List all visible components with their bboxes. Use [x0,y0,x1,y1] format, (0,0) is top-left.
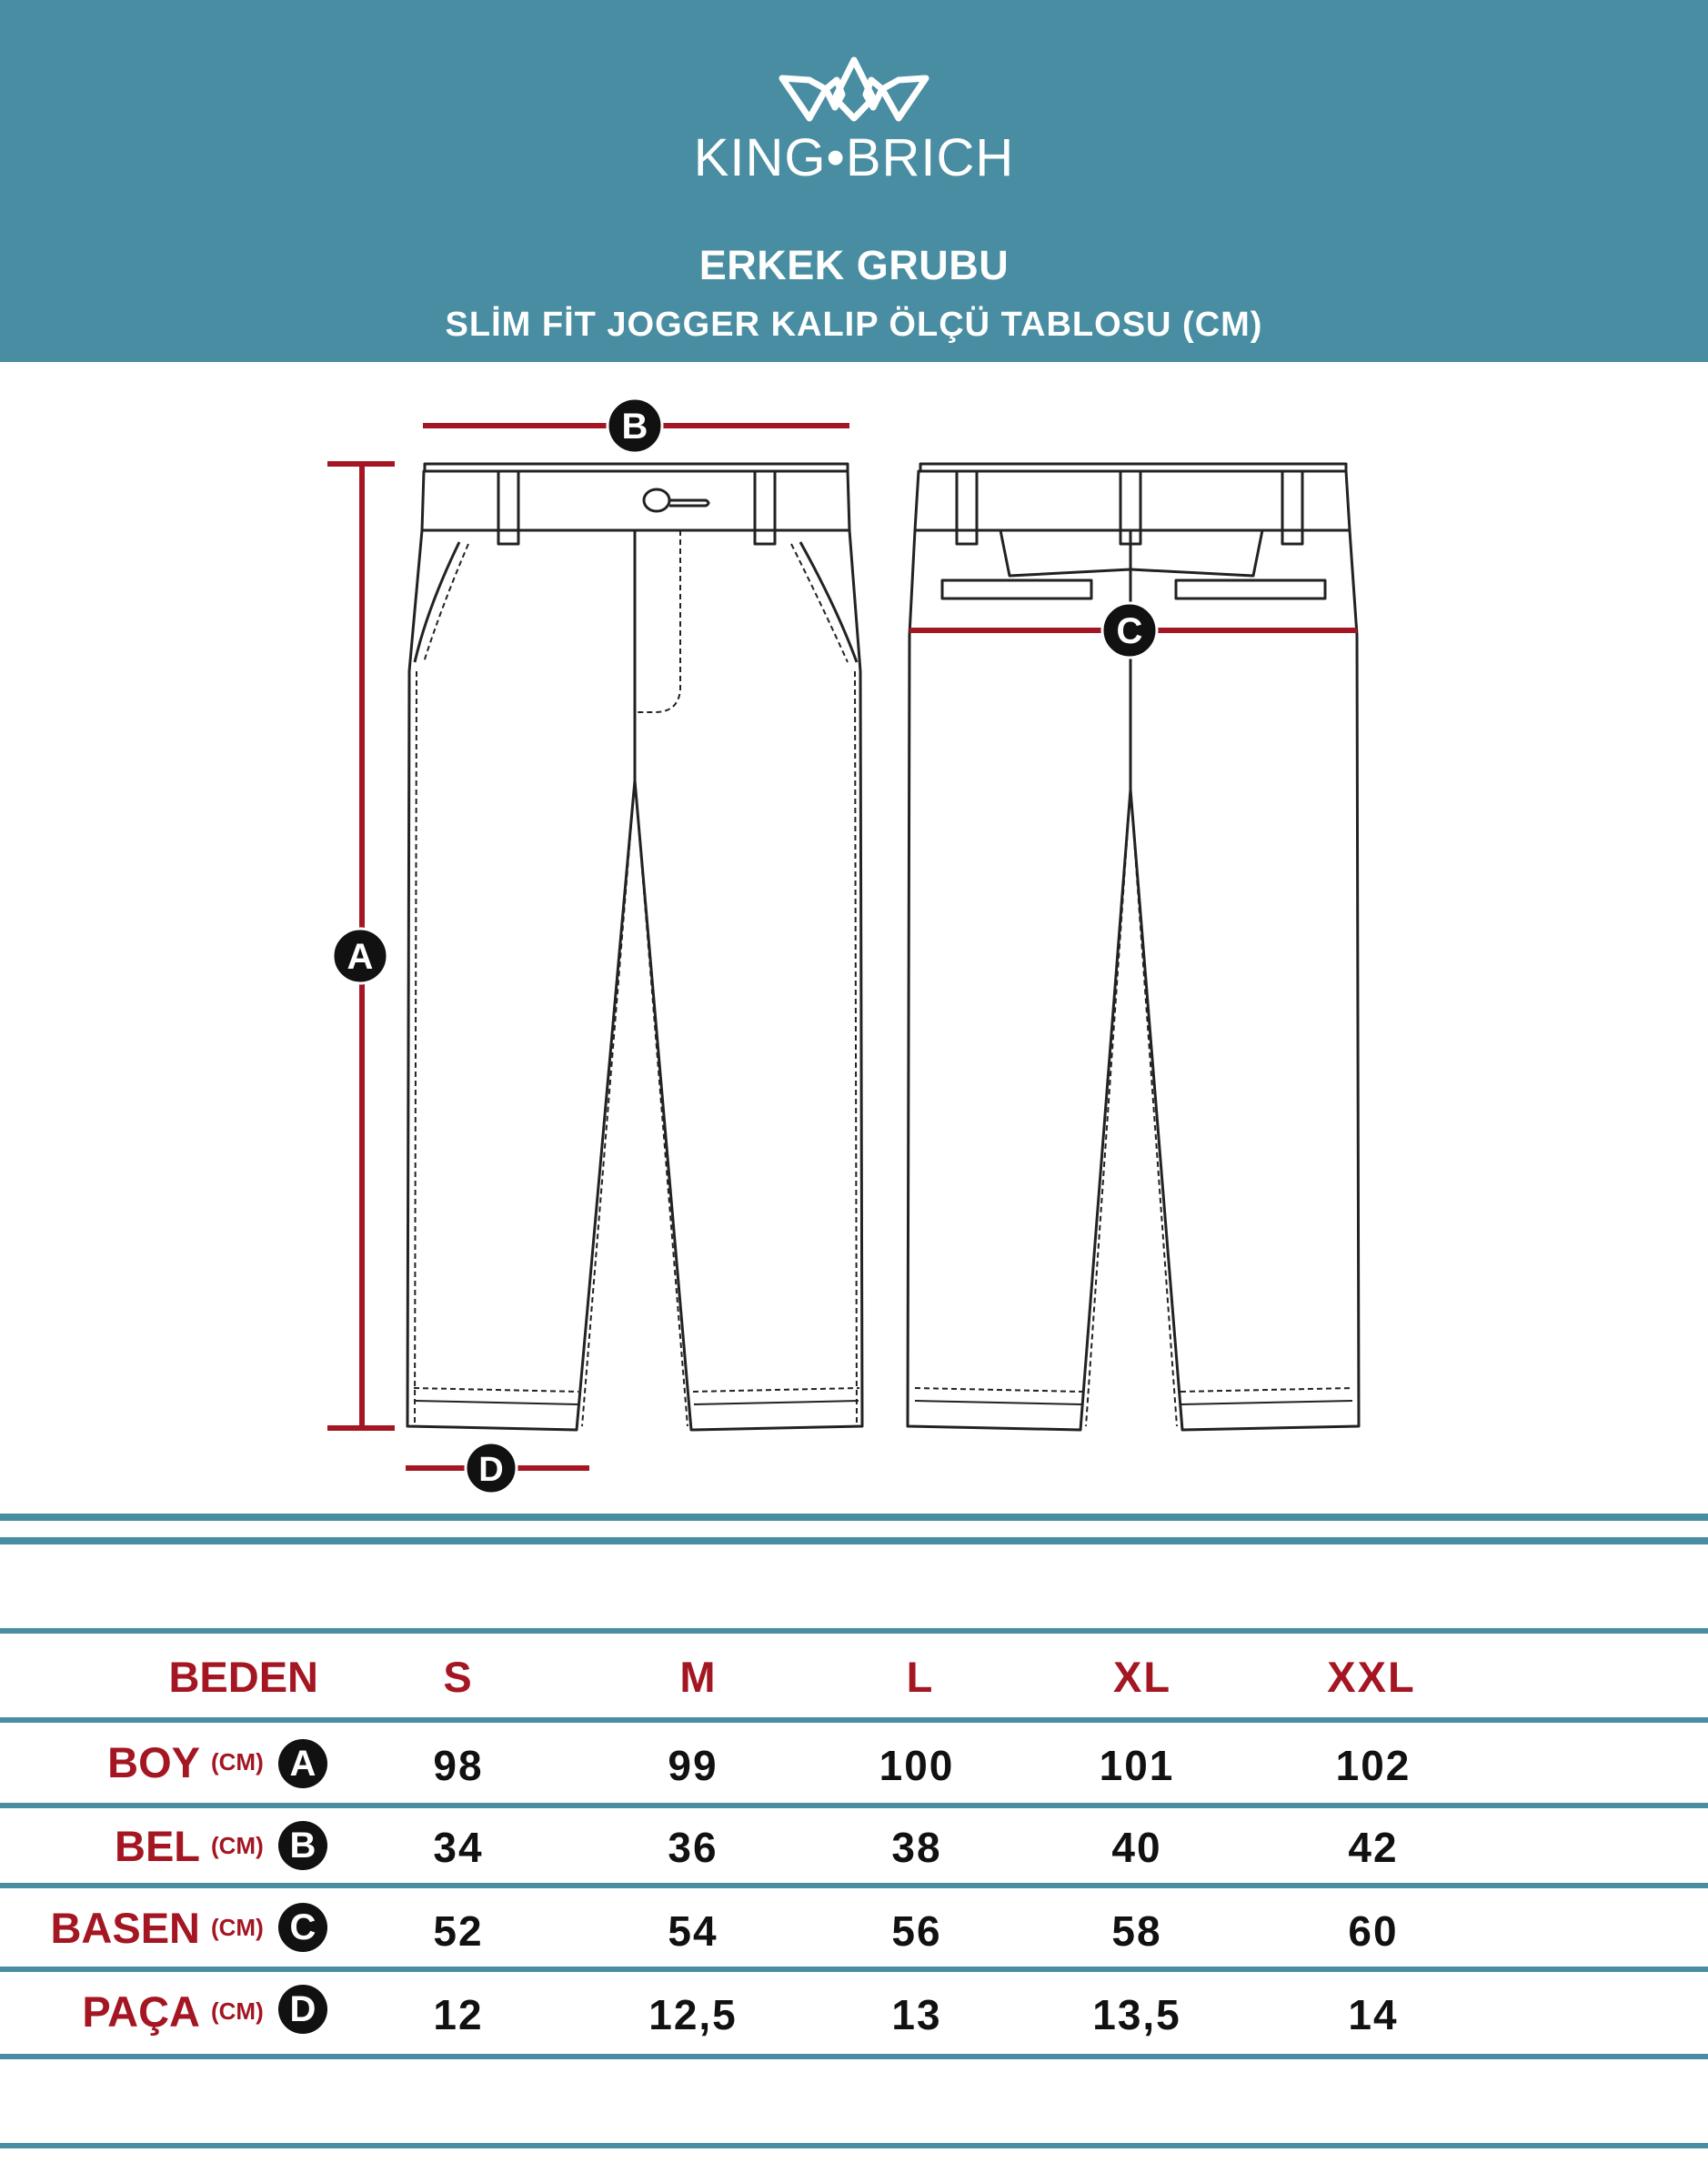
cell-boy-xxl: 102 [1335,1742,1412,1789]
pants-front-view [407,464,862,1430]
separator-line [0,1537,1708,1544]
group-title: ERKEK GRUBU [698,242,1010,288]
row-badge-a: A [278,1739,327,1788]
row-unit: (CM) [211,1997,264,2025]
size-header: BEDEN [168,1653,318,1701]
cell-basen-m: 54 [668,1907,718,1955]
cell-bel-s: 34 [433,1824,484,1871]
badge-a-text: A [347,937,374,977]
size-xxl: XXL [1327,1653,1416,1701]
size-xl: XL [1112,1653,1172,1701]
table-rule [0,1803,1708,1808]
row-label-basen: BASEN [50,1904,200,1952]
separator-line [0,1514,1708,1521]
row-badge-d: D [278,1985,327,2034]
size-l: L [906,1653,935,1701]
cell-boy-xl: 101 [1099,1742,1175,1789]
badge-b-text: B [621,407,648,447]
cell-basen-s: 52 [433,1907,484,1955]
table-rule [0,1717,1708,1723]
row-unit: (CM) [211,1832,264,1859]
row-badge-b: B [278,1821,327,1870]
measure-lines [327,426,1357,1468]
table-rule [0,2054,1708,2059]
cell-basen-xxl: 60 [1348,1907,1399,1955]
cell-boy-m: 99 [668,1742,718,1789]
cell-boy-s: 98 [433,1742,484,1789]
table-rule [0,1883,1708,1888]
size-s: S [443,1653,474,1701]
row-label-boy: BOY [107,1738,200,1786]
cell-bel-xl: 40 [1111,1824,1162,1871]
row-unit: (CM) [211,1914,264,1941]
badge-d [466,1443,517,1494]
cell-paca-m: 12,5 [648,1991,738,2038]
cell-bel-l: 38 [891,1824,942,1871]
size-m: M [679,1653,718,1701]
cell-bel-m: 36 [668,1824,718,1871]
cell-paca-xl: 13,5 [1092,1991,1181,2038]
header-banner [0,0,1708,362]
cell-basen-xl: 58 [1111,1907,1162,1955]
badge-d-text: D [478,1451,504,1489]
crown-logo-icon [773,53,935,135]
cell-bel-xxl: 42 [1348,1824,1399,1871]
badge-c [1102,603,1157,658]
badge-a [333,929,387,983]
cell-paca-xxl: 14 [1348,1991,1399,2038]
row-label-bel: BEL [115,1822,200,1870]
cell-paca-s: 12 [433,1991,484,2038]
table-rule [0,1967,1708,1972]
row-unit: (CM) [211,1748,264,1776]
cell-paca-l: 13 [891,1991,942,2038]
row-label-paca: PAÇA [82,1987,200,2036]
cell-boy-l: 100 [879,1742,955,1789]
badge-c-text: C [1116,611,1143,651]
pants-diagram [0,362,1708,1508]
chart-title: SLİM FİT JOGGER KALIP ÖLÇÜ TABLOSU (CM) [445,306,1263,344]
cell-basen-l: 56 [891,1907,942,1955]
brand-name: KING•BRICH [693,128,1015,187]
table-rule [0,2143,1708,2148]
table-rule [0,1628,1708,1634]
badge-b [608,398,662,453]
row-badge-c: C [278,1903,327,1952]
